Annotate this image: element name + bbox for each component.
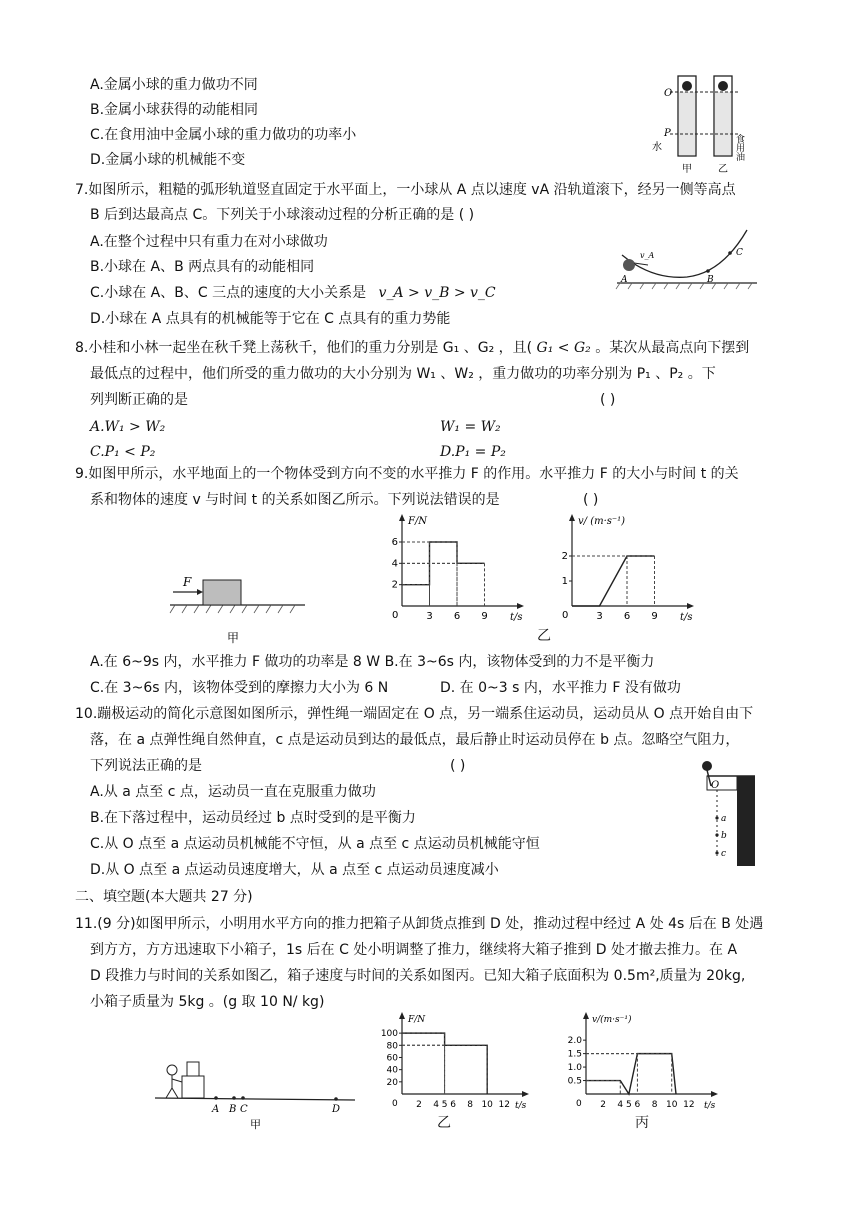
y-tick-label: 2.0 — [567, 1036, 582, 1047]
y-tick-label: 60 — [386, 1053, 398, 1064]
x-tick-label: 6 — [450, 1100, 456, 1110]
origin-label: 0 — [576, 1099, 582, 1109]
q11-caption-jia: 甲 — [250, 1118, 261, 1131]
q11-caption-yi: 乙 — [437, 1115, 451, 1131]
q9-velocity-time-chart — [560, 512, 700, 624]
series-line — [586, 1054, 676, 1094]
q9-stem-line1: 9.如图甲所示，水平地面上的一个物体受到方向不变的水平推力 F 的作用。水平推力 F 的大小与时间 t 的关 — [75, 466, 739, 482]
x-tick-label: 2 — [600, 1100, 607, 1110]
q8-stem-line3: 列判断正确的是 — [90, 392, 188, 408]
q10-option-c: C.从 O 点至 a 点运动员机械能不守恒，从 a 点至 c 点运动员机械能守恒 — [90, 836, 540, 852]
q10-bracket: ( ) — [450, 758, 466, 774]
q8-option-b: W₁ = W₂ — [440, 419, 501, 435]
q7-option-d: D.小球在 A 点具有的机械能等于它在 C 点具有的重力势能 — [90, 311, 451, 327]
q7-label-a: A — [621, 275, 628, 285]
x-tick-label: 6 — [623, 611, 631, 622]
q11-stem-line2: 到方方，方方迅速取下小箱子，1s 后在 C 处小明调整了推力，继续将大箱子推到 D 处才撤去推力。在 A — [90, 942, 738, 958]
q10-label-b: b — [721, 831, 727, 841]
q10-stem-line3: 下列说法正确的是 — [90, 758, 202, 774]
y-axis-label: F/N — [408, 1015, 426, 1025]
x-tick-label: 5 — [625, 1100, 632, 1110]
y-axis-label: v/ (m·s⁻¹) — [578, 516, 626, 527]
q9-bracket: ( ) — [583, 492, 599, 508]
q7-label-c: C — [736, 248, 743, 258]
y-tick-label: 2 — [561, 551, 568, 562]
x-axis-label: t/s — [704, 1101, 716, 1111]
y-axis-label: v/(m·s⁻¹) — [592, 1015, 632, 1025]
q7-figure — [612, 225, 762, 295]
y-axis-arrow — [399, 514, 405, 521]
x-tick-label: 6 — [634, 1100, 641, 1110]
x-tick-label: 5 — [441, 1100, 448, 1110]
y-tick-label: 1 — [561, 576, 568, 587]
q7-stem-line2: B 后到达最高点 C。下列关于小球滚动过程的分析正确的是 ( ) — [90, 207, 475, 223]
q7-option-b: B.小球在 A、B 两点具有的动能相同 — [90, 259, 315, 275]
q6-label-oil: 食用油 — [734, 134, 744, 161]
q11-stem-line3: D 段推力与时间的关系如图乙，箱子速度与时间的关系如图丙。已知大箱子底面积为 0.5m²,质量为 20kg, — [90, 968, 746, 984]
y-tick-label: 40 — [386, 1065, 398, 1076]
q7-option-c-text: C.小球在 A、B、C 三点的速度的大小关系是 — [90, 285, 367, 301]
q9-option-d: D. 在 0~3 s 内，水平推力 F 没有做功 — [440, 680, 681, 696]
origin-label: 0 — [392, 610, 399, 621]
y-tick-label: 20 — [386, 1077, 398, 1088]
x-axis-arrow — [687, 603, 694, 609]
q11-stem-line4: 小箱子质量为 5kg 。(g 取 10 N/ kg) — [90, 994, 325, 1010]
x-tick-label: 10 — [665, 1100, 678, 1110]
q11-velocity-time-chart — [560, 1008, 720, 1116]
q11-label-c: C — [240, 1104, 248, 1115]
x-tick-label: 9 — [651, 611, 658, 622]
q6-caption-left: 甲 — [682, 164, 692, 175]
q8-stem-line2: 最低点的过程中，他们所受的重力做功的大小分别为 W₁ 、W₂ ，重力做功的功率分别为 P₁ 、P₂ 。下 — [90, 366, 716, 382]
q6-option-a: A.金属小球的重力做功不同 — [90, 77, 258, 93]
origin-label: 0 — [562, 610, 569, 621]
q8-option-a: A.W₁ > W₂ — [90, 419, 166, 435]
q8-stem-line1-math: G₁ < G₂ — [536, 340, 591, 356]
y-axis-arrow — [399, 1012, 405, 1019]
series-line — [572, 556, 655, 606]
q10-option-a: A.从 a 点至 c 点，运动员一直在克服重力做功 — [90, 784, 376, 800]
q11-label-d: D — [332, 1104, 341, 1115]
q8-bracket: ( ) — [600, 392, 616, 408]
x-tick-label: 8 — [467, 1100, 474, 1110]
q9-option-ab: A.在 6~9s 内，水平推力 F 做功的功率是 8 W B.在 3~6s 内，该物体受到的力不是平衡力 — [90, 654, 655, 670]
section-2-title: 二、填空题(本大题共 27 分) — [75, 889, 253, 905]
x-axis-arrow — [517, 603, 524, 609]
q11-fig-jia — [150, 1052, 360, 1132]
q10-label-o: O — [711, 780, 720, 791]
y-tick-label: 6 — [391, 537, 398, 548]
x-tick-label: 3 — [596, 611, 603, 622]
q9-force-label: F — [183, 575, 192, 589]
q9-caption-yi: 乙 — [537, 628, 551, 644]
q8-option-d: D.P₁ = P₂ — [440, 444, 506, 460]
q7-option-c — [90, 283, 496, 303]
q10-label-a: a — [721, 814, 727, 824]
x-tick-label: 12 — [683, 1100, 695, 1110]
q9-stem-line2: 系和物体的速度 v 与时间 t 的关系如图乙所示。下列说法错误的是 — [90, 492, 500, 508]
q7-label-b: B — [707, 275, 714, 285]
q9-fig-jia — [165, 570, 310, 650]
q6-option-d: D.金属小球的机械能不变 — [90, 152, 246, 168]
x-axis-label: t/s — [510, 612, 523, 623]
q7-option-a: A.在整个过程中只有重力在对小球做功 — [90, 234, 328, 250]
q9-force-time-chart — [390, 512, 530, 624]
q11-label-a: A — [212, 1104, 220, 1115]
y-tick-label: 1.0 — [567, 1063, 582, 1074]
x-tick-label: 9 — [481, 611, 488, 622]
y-tick-label: 80 — [386, 1041, 398, 1052]
q10-figure — [695, 758, 765, 868]
x-tick-label: 12 — [498, 1100, 510, 1110]
y-tick-label: 100 — [380, 1029, 398, 1040]
q11-caption-bing: 丙 — [635, 1115, 649, 1131]
origin-label: 0 — [392, 1099, 398, 1109]
x-axis-arrow — [522, 1091, 529, 1097]
q10-label-c: c — [721, 849, 727, 859]
y-tick-label: 2 — [391, 579, 398, 591]
q8-stem-line1-tail: 。某次从最高点向下摆到 — [595, 340, 750, 356]
q6-label-o: O — [664, 88, 673, 99]
q11-label-b: B — [229, 1104, 237, 1115]
y-axis-label: F/N — [408, 516, 428, 527]
q9-option-c: C.在 3~6s 内，该物体受到的摩擦力大小为 6 N — [90, 680, 389, 696]
q9-caption-jia: 甲 — [227, 631, 240, 645]
q7-stem-line1: 7.如图所示，粗糙的弧形轨道竖直固定于水平面上，一小球从 A 点以速度 vA 沿轨道滚下，经另一侧等高点 — [75, 182, 736, 198]
x-tick-label: 8 — [651, 1100, 658, 1110]
x-axis-arrow — [711, 1091, 718, 1097]
q10-option-b: B.在下落过程中，运动员经过 b 点时受到的是平衡力 — [90, 810, 416, 826]
q6-figure — [650, 70, 765, 178]
q6-label-water: 水 — [652, 142, 662, 153]
y-tick-label: 1.5 — [567, 1049, 582, 1060]
q6-label-p: P — [664, 128, 671, 139]
y-axis-arrow — [583, 1012, 589, 1019]
q11-force-time-chart — [370, 1008, 530, 1116]
x-axis-label: t/s — [515, 1101, 527, 1111]
y-axis-arrow — [569, 514, 575, 521]
q6-caption-right: 乙 — [718, 164, 728, 175]
x-tick-label: 4 — [617, 1100, 624, 1110]
y-tick-label: 4 — [391, 558, 398, 570]
y-tick-label: 0.5 — [567, 1076, 582, 1087]
x-tick-label: 3 — [426, 611, 433, 622]
q8-stem-line1-text: 8.小桂和小林一起坐在秋千凳上荡秋千，他们的重力分别是 G₁ 、G₂ ，且( — [75, 340, 533, 356]
x-axis-label: t/s — [680, 612, 693, 623]
q6-option-b: B.金属小球获得的动能相同 — [90, 102, 259, 118]
q7-label-v: v_A — [640, 251, 655, 260]
q7-option-c-math: v_A > v_B > v_C — [378, 285, 496, 301]
x-tick-label: 10 — [481, 1100, 493, 1110]
x-tick-label: 6 — [453, 611, 461, 622]
q10-stem-line1: 10.蹦极运动的简化示意图如图所示，弹性绳一端固定在 O 点，另一端系住运动员，运动员从 O 点开始自由下 — [75, 706, 754, 722]
q8-stem-line1 — [75, 338, 749, 358]
x-tick-label: 2 — [416, 1100, 422, 1110]
q10-stem-line2: 落，在 a 点弹性绳自然伸直，c 点是运动员到达的最低点，最后静止时运动员停在 b 点。忽略空气阻力， — [90, 732, 740, 748]
q8-option-c: C.P₁ < P₂ — [90, 444, 156, 460]
q6-option-c: C.在食用油中金属小球的重力做功的功率小 — [90, 127, 357, 143]
q11-stem-line1: 11.(9 分)如图甲所示，小明用水平方向的推力把箱子从卸货点推到 D 处，推动过程中经过 A 处 4s 后在 B 处遇 — [75, 916, 764, 932]
q10-option-d: D.从 O 点至 a 点运动员速度增大，从 a 点至 c 点运动员速度减小 — [90, 862, 499, 878]
x-tick-label: 4 — [433, 1100, 439, 1110]
